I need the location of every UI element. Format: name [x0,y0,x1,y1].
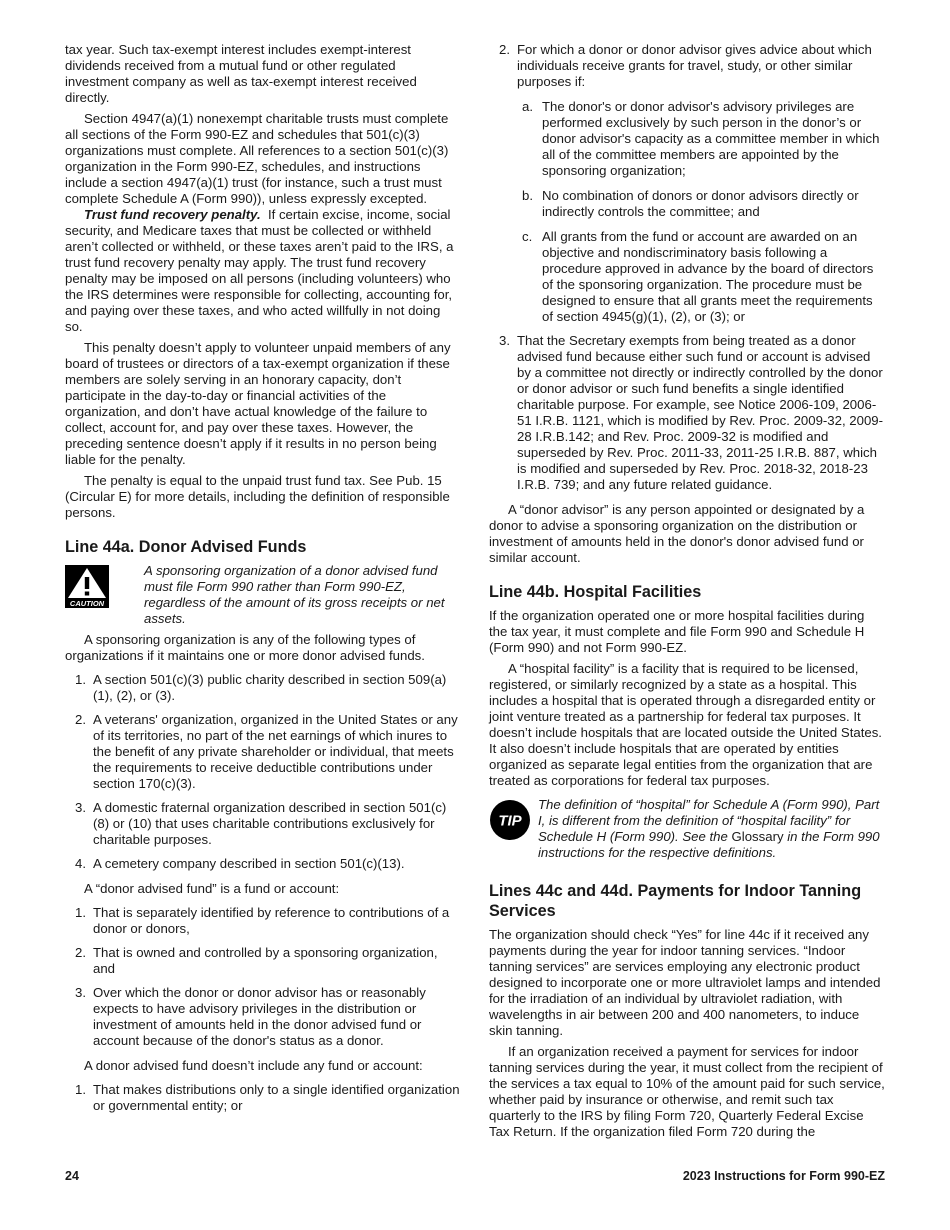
list-item: 1. A section 501(c)(3) public charity described in section 509(a)(1), (2), or (3). [75,672,447,703]
list-item: 3. That the Secretary exempts from being treated as a donor advised fund because either such fund or account is advised by a committee not directly or indirectly controlled by the donor or donor advisor or such fund benefits a single identified charitable purpose. For example, see Notice 2006-109, 2006-51 I.R.B. 1121, which is modified by Rev. Proc. 2009-32, 2009-28 I.R.B.142; and Rev. Proc. 2009-32 is modified and superseded by Rev. Proc. 2011-33, 2011-25 I.R.B. 887, which is modified and superseded by Rev. Proc. 2018-32, 2018-23 I.R.B. 739; and any future related guidance. [499,333,884,492]
tip-text: The definition of “hospital” for Schedule A (Form 990), Part I, is different from the definition of “hospital facility” for Schedule H (Form 990). See the [538,797,880,844]
list-item: 3. Over which the donor or donor advisor has or reasonably expects to have advisory privileges in the distribution or investment of amounts held in the donor advised fund or account because of the donor's status as a donor. [75,985,426,1048]
tip-note [489,797,885,861]
caution-icon [65,565,109,608]
heading-line-44b: Line 44b. Hospital Facilities [489,583,702,601]
paragraph-donor-advisor: A “donor advisor” is any person appointed or designated by a donor to advise a sponsoring organization on the distribution or investment of amounts held in the donor's donor advised fund or similar account. [489,502,865,565]
left-column [65,42,461,1114]
page-number: 24 [65,1169,79,1183]
list-item: 3. A domestic fraternal organization described in section 501(c)(8) or (10) that uses charitable contributions exclusively for charitable purposes. [75,800,447,847]
paragraph-penalty-equal: The penalty is equal to the unpaid trust fund tax. See Pub. 15 (Circular E) for more details, including the definition of responsible persons. [65,473,450,520]
exclusion-list-part1 [65,1082,461,1114]
trust-fund-heading: Trust fund recovery penalty. [84,207,261,222]
sub-list-item: c. All grants from the fund or account are awarded on an objective and nondiscriminatory basis following a procedure approved in advance by the board of directors of the sponsoring organization. The procedure must be designed to ensure that all grants meet the requirements of section 4945(g)(1), (2), or (3); or [522,229,874,324]
list-item: 2. That is owned and controlled by a sponsoring organization, and [75,945,438,976]
daf-definition-list [65,905,461,1049]
list-item: 1. That is separately identified by reference to contributions of a donor or donors, [75,905,450,936]
tip-icon [489,799,531,841]
heading-lines-44c-44d: Lines 44c and 44d. Payments for Indoor Tanning Services [489,882,862,920]
tip-label: TIP [498,812,522,830]
paragraph-not-include: A donor advised fund doesn’t include any fund or account: [84,1058,423,1073]
list-item: 4. A cemetery company described in section 501(c)(13). [75,856,405,871]
list-item: 2. For which a donor or donor advisor gives advice about which individuals receive grants for travel, study, or other similar purposes if: a. The donor's or donor advisor's advisory privileges are performed exclusively by such person in the donor’s or donor advisor's capacity as a committee member in which all of the committee members are appointed by the sponsoring organization; b. No combination of donors or donor advisors directly or indirectly controls the committee; and c. All grants from the fund or account are awarded on an objective and nondiscriminatory basis following a procedure approved in advance by the board of directors of the sponsoring organization. The procedure must be designed to ensure that all grants meet the requirements of section 4945(g)(1), (2), or (3); or [489,42,885,325]
paragraph-daf-def: A “donor advised fund” is a fund or account: [84,881,340,896]
heading-line-44a: Line 44a. Donor Advised Funds [65,538,307,556]
list-item: 2. A veterans' organization, organized in the United States or any of its territories, no part of the net earnings of which inures to the benefit of any private shareholder or individual, that meets the requirements to receive deductible contributions under section 170(c)(3). [75,712,458,791]
paragraph-sponsoring: A sponsoring organization is any of the following types of organizations if it maintains one or more donor advised funds. [65,632,425,663]
sub-list-item: a. The donor's or donor advisor's advisory privileges are performed exclusively by such person in the donor’s or donor advisor's capacity as a committee member in which all of the committee members are appointed by the sponsoring organization; [522,99,880,178]
right-column [489,42,885,1140]
list-item: 1. That makes distributions only to a single identified organization or governmental entity; or [75,1082,460,1113]
paragraph-tanning-2: If an organization received a payment for services for indoor tanning services during the year, it must collect from the recipient of the services a tax equal to 10% of the amount paid for such service, whether paid by insurance or otherwise, and remit such tax quarterly to the IRS by filing Form 720, Quarterly Federal Excise Tax Return. If the organization filed Form 720 during the [489,1044,885,1139]
caution-note [65,563,461,627]
paragraph-tanning-1: The organization should check “Yes” for line 44c if it received any payments during the year for indoor tanning services. “Indoor tanning services” are services employing any electronic product designed to incorporate one or more ultraviolet lamps and intended for the irradiation of an individual by ultraviolet radiation, with wavelengths in air between 200 and 400 nanometers, to induce skin tanning. [489,927,881,1038]
caution-label: CAUTION [69,599,105,608]
sub-list-item: b. No combination of donors or donor advisors directly or indirectly controls the committee; and [522,188,859,219]
paragraph-4947: Section 4947(a)(1) nonexempt charitable trusts must complete all sections of the Form 990-EZ and schedules that 501(c)(3) organizations must complete. All references to a section 501(c)(3) organization in the Form 990-EZ, schedules, and instructions include a section 4947(a)(1) trust (for instance, such a trust must complete Schedule A (Form 990)), unless expressly excepted. [65,111,449,206]
caution-text: A sponsoring organization of a donor advised fund must file Form 990 rather than Form 990-EZ, regardless of the amount of its gross receipts or net assets. [144,563,445,626]
sponsoring-org-list [65,672,461,872]
tip-text-end: in the Form 990 instructions for the respective definitions. [538,829,880,860]
trust-fund-text: If certain excise, income, social security, and Medicare taxes that must be collected or withheld aren’t collected or withheld, or these taxes aren’t paid to the IRS, a trust fund recovery penalty may apply. The trust fund recovery penalty may be imposed on all persons (including volunteers) who the IRS determines were responsible for collecting, accounting for, and paying over these taxes, and who acted willfully in not doing so. [65,207,454,334]
exclusion-list-part2 [489,42,885,493]
footer-title: 2023 Instructions for Form 990-EZ [682,1169,885,1183]
paragraph-trust-fund [65,207,461,335]
paragraph-hospital-1: If the organization operated one or more hospital facilities during the tax year, it must complete and file Form 990 and Schedule H (Form 990) and not Form 990-EZ. [489,608,865,655]
sub-list [517,99,885,325]
paragraph-penalty: This penalty doesn’t apply to volunteer unpaid members of any board of trustees or directors of a tax-exempt organization if these members are solely serving in an honorary capacity, don’t participate in the day-to-day or financial activities of the organization, and don’t have actual knowledge of the failure to collect, account for, and pay over these taxes. However, the preceding sentence doesn’t apply if it results in no person being liable for the penalty. [65,340,451,467]
paragraph-continued: tax year. Such tax-exempt interest includes exempt-interest dividends received from a mutual fund or other regulated investment company as well as tax-exempt interest received directly. [65,42,417,105]
paragraph-hospital-2: A “hospital facility” is a facility that is required to be licensed, registered, or similarly recognized by a state as a hospital. This includes a hospital that is operated through a disregarded entity or joint venture treated as a partnership for federal tax purposes. It doesn’t include hospitals that are located outside the United States. It also doesn’t include hospitals that are operated by entities organized as separate legal entities from the organization that are treated as corporations for federal tax purposes. [489,661,882,788]
tip-glossary: Glossary [731,829,784,844]
